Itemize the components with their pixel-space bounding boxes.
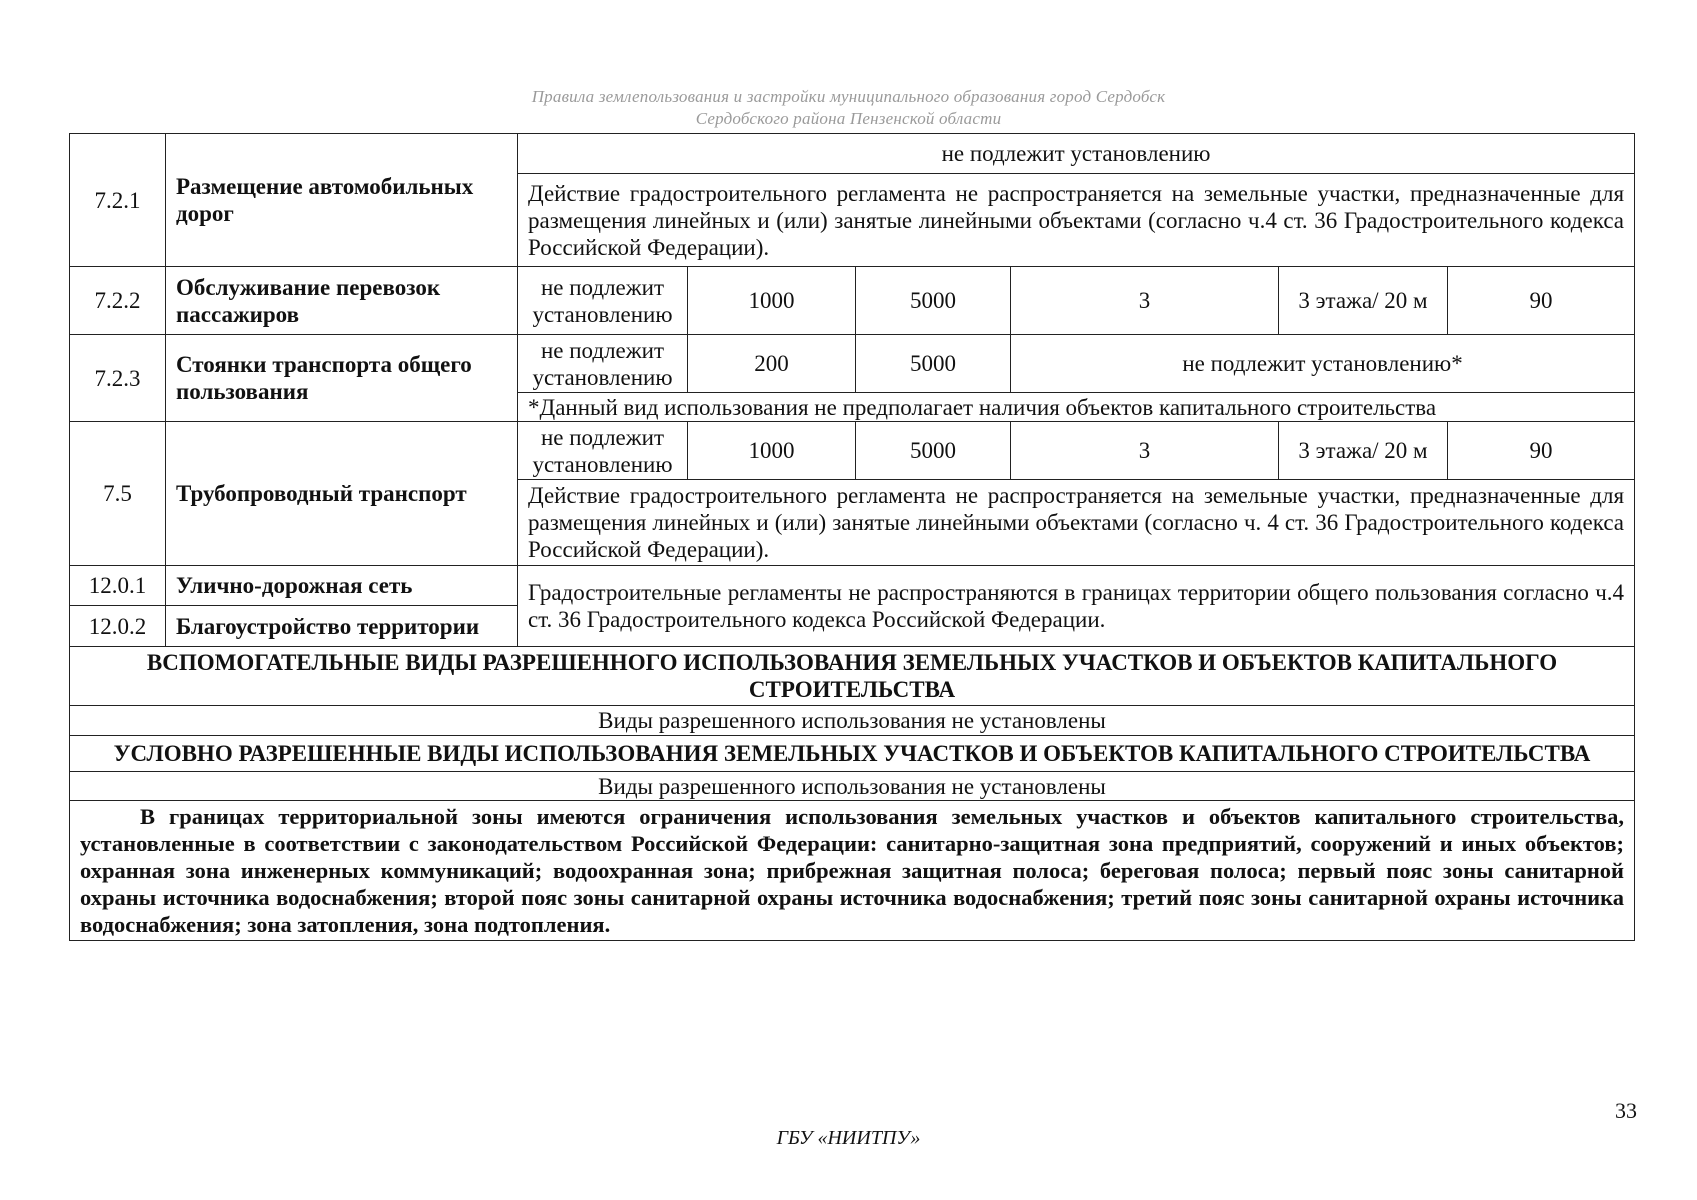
row-code: 12.0.2: [70, 606, 166, 647]
section-title: ВСПОМОГАТЕЛЬНЫЕ ВИДЫ РАЗРЕШЕННОГО ИСПОЛЬЗОВАНИЯ ЗЕМЕЛЬНЫХ УЧАСТКОВ И ОБЪЕКТОВ КАПИТАЛЬНОГО СТРОИТЕЛЬСТВА: [70, 647, 1635, 706]
value-cell: не подлежит установлению: [518, 267, 688, 335]
row-name: Обслуживание перевозок пассажиров: [166, 267, 518, 335]
row-code: 7.2.2: [70, 267, 166, 335]
table-row-7-5: [70, 422, 1635, 480]
row-name: Благоустройство территории: [166, 606, 518, 647]
value-cell: 5000: [856, 267, 1011, 335]
restrictions-paragraph: [70, 801, 1635, 941]
note-cell: Градостроительные регламенты не распространяются в границах территории общего пользования согласно ч.4 ст. 36 Градостроительного кодекса Российской Федерации.: [518, 566, 1635, 647]
table-row-7-2-1: [70, 134, 1635, 174]
table-row-7-2-3: [70, 335, 1635, 393]
value-cell: 200: [688, 335, 856, 393]
value-cell: 3: [1011, 267, 1279, 335]
value-cell: 3 этажа/ 20 м: [1279, 422, 1448, 480]
table-row-7-2-2: [70, 267, 1635, 335]
header-line-1: Правила землепользования и застройки муниципального образования город Сердобск: [531, 87, 1166, 106]
section-title: УСЛОВНО РАЗРЕШЕННЫЕ ВИДЫ ИСПОЛЬЗОВАНИЯ ЗЕМЕЛЬНЫХ УЧАСТКОВ И ОБЪЕКТОВ КАПИТАЛЬНОГО СТРОИТЕЛЬСТВА: [70, 736, 1635, 772]
table-row-12-0-1: [70, 566, 1635, 606]
value-cell: 90: [1448, 422, 1635, 480]
section-cond-title-row: [70, 736, 1635, 772]
value-cell: 1000: [688, 422, 856, 480]
section-cond-text-row: [70, 772, 1635, 801]
note-cell: Действие градостроительного регламента не распространяется на земельные участки, предназначенные для размещения линейных и (или) занятые линейными объектами (согласно ч. 4 ст. 36 Градостроительного кодекса Российской Федерации).: [518, 480, 1635, 566]
section-text: Виды разрешенного использования не установлены: [70, 772, 1635, 801]
params-cell: не подлежит установлению: [518, 134, 1635, 174]
page-number: 33: [1615, 1098, 1637, 1123]
section-text: Виды разрешенного использования не установлены: [70, 706, 1635, 736]
value-cell: не подлежит установлению: [518, 335, 688, 393]
section-aux-title-row: [70, 647, 1635, 706]
value-cell: 3 этажа/ 20 м: [1279, 267, 1448, 335]
row-code: 7.2.3: [70, 335, 166, 422]
row-name: Размещение автомобильных дорог: [166, 134, 518, 267]
value-cell: 5000: [856, 422, 1011, 480]
restrictions-row: [70, 801, 1635, 941]
note-cell: Действие градостроительного регламента не распространяется на земельные участки, предназначенные для размещения линейных и (или) занятые линейными объектами (согласно ч.4 ст. 36 Градостроительного кодекса Российской Федерации).: [518, 174, 1635, 267]
row-code: 12.0.1: [70, 566, 166, 606]
value-cell: не подлежит установлению*: [1011, 335, 1635, 393]
regulations-table: [69, 133, 1635, 941]
row-code: 7.5: [70, 422, 166, 566]
value-cell: 1000: [688, 267, 856, 335]
restrictions-text: В границах территориальной зоны имеются ограничения использования земельных участков и объектов капитального строительства, установленные в соответствии с законодательством Российской Федерации: санитарно-защитная зона предприятий, сооружений и иных объектов; охранная зона инженерных коммуникаций; водоохранная зона; прибрежная защитная полоса; береговая полоса; первый пояс зоны санитарной охраны источника водоснабжения; второй пояс зоны санитарной охраны источника водоснабжения; третий пояс зоны санитарной охраны источника водоснабжения; зона затопления, зона подтопления.: [80, 804, 1625, 937]
row-name: Улично-дорожная сеть: [166, 566, 518, 606]
value-cell: не подлежит установлению: [518, 422, 688, 480]
row-name: Стоянки транспорта общего пользования: [166, 335, 518, 422]
value-cell: 90: [1448, 267, 1635, 335]
header-line-2: Сердобского района Пензенской области: [695, 109, 1002, 128]
document-footer: ГБУ «НИИТПУ»: [776, 1127, 921, 1149]
note-cell: *Данный вид использования не предполагает наличия объектов капитального строительства: [518, 393, 1635, 422]
value-cell: 3: [1011, 422, 1279, 480]
document-header: [0, 86, 1697, 130]
section-aux-text-row: [70, 706, 1635, 736]
value-cell: 5000: [856, 335, 1011, 393]
row-code: 7.2.1: [70, 134, 166, 267]
row-name: Трубопроводный транспорт: [166, 422, 518, 566]
